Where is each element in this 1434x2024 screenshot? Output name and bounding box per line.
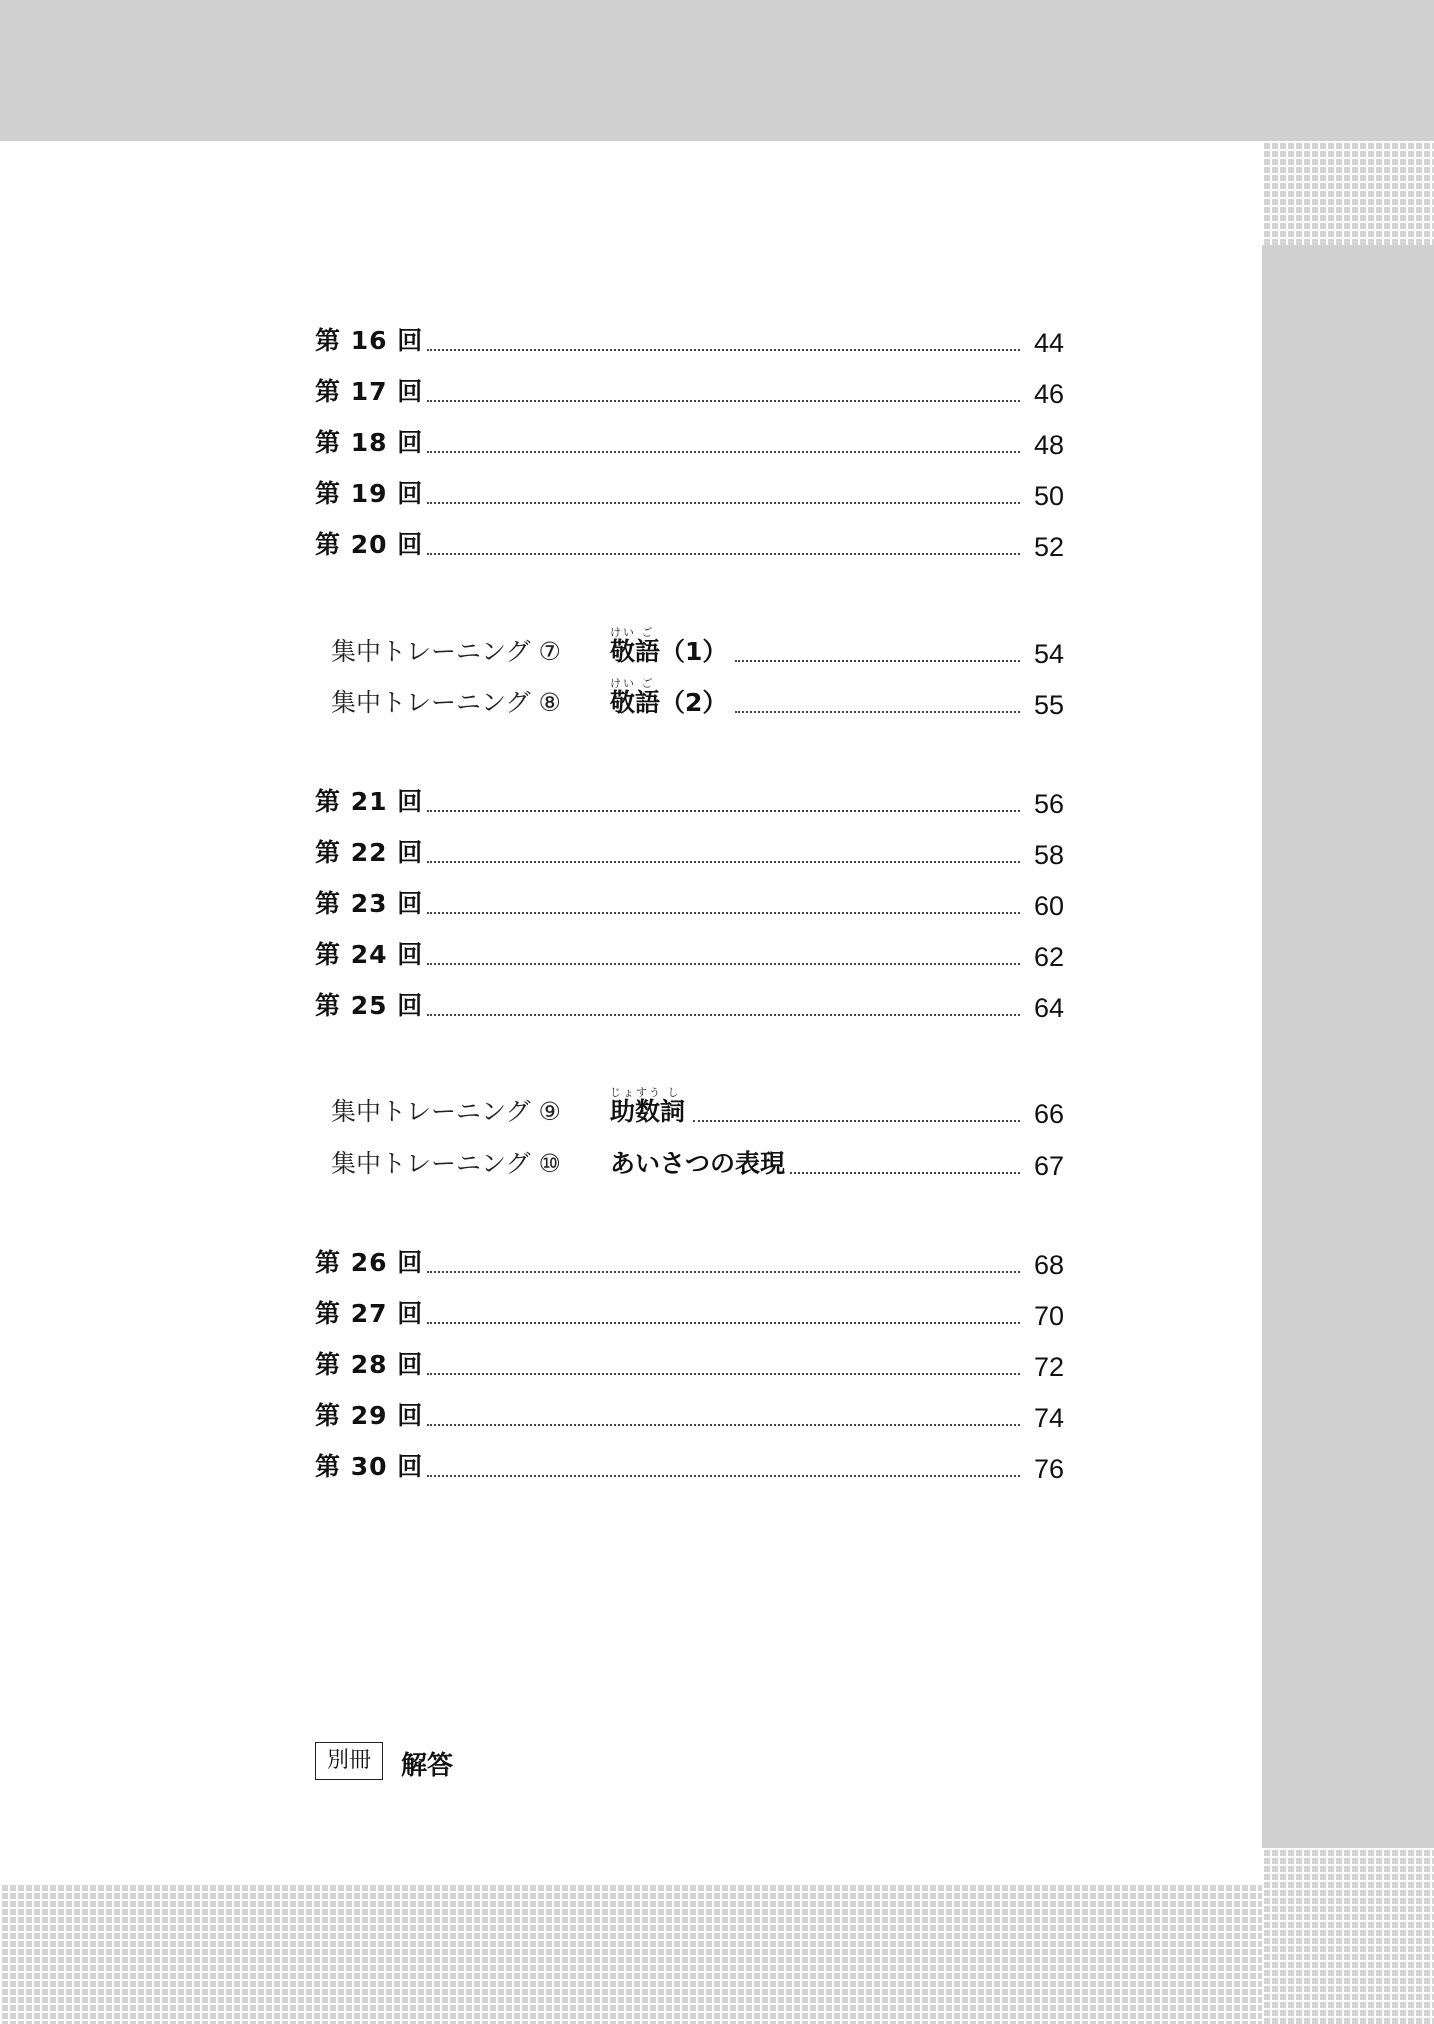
toc-entry-label: 第 26 回 [315,1248,424,1277]
toc-page-number: 48 [1033,430,1064,460]
toc-entry-label: 第 23 回 [315,889,424,918]
separate-volume-box: 別冊 [315,1742,383,1780]
decorative-grid-bottom [0,1883,1262,2024]
toc-entry-label: 第 20 回 [315,530,424,559]
toc-entry-29[interactable] [315,1396,1064,1436]
dotted-leader [427,1475,1020,1477]
toc-entry-label: 第 30 回 [315,1452,424,1481]
dotted-leader [427,912,1020,914]
decorative-grid-bottom-right [1262,1848,1434,2024]
dotted-leader [790,1172,1020,1174]
toc-entry-label: 第 29 回 [315,1401,424,1430]
training-label: 集中トレーニング ⑦ [331,637,561,666]
toc-entry-20[interactable] [315,525,1064,565]
dotted-leader [427,810,1020,812]
toc-training-8[interactable] [315,677,1064,723]
toc-entry-25[interactable] [315,986,1064,1026]
toc-page-number: 64 [1033,993,1064,1023]
toc-entry-label: 第 17 回 [315,377,424,406]
toc-page-number: 72 [1033,1352,1064,1382]
toc-entry-label: 第 24 回 [315,940,424,969]
toc-entry-27[interactable] [315,1294,1064,1334]
toc-entry-28[interactable] [315,1345,1064,1385]
training-topic: 助数詞 [610,1097,686,1126]
toc-entry-label: 第 18 回 [315,428,424,457]
toc-training-10[interactable] [315,1144,1064,1184]
toc-entry-label: 第 25 回 [315,991,424,1020]
dotted-leader [735,711,1020,713]
toc-entry-17[interactable] [315,372,1064,412]
toc-entry-16[interactable] [315,321,1064,361]
training-label: 集中トレーニング ⑩ [331,1149,561,1178]
dotted-leader [427,502,1020,504]
dotted-leader [427,1424,1020,1426]
toc-entry-label: 第 19 回 [315,479,424,508]
training-label: 集中トレーニング ⑨ [331,1097,561,1126]
toc-page-number: 74 [1033,1403,1064,1433]
dotted-leader [427,963,1020,965]
toc-entry-label: 第 28 回 [315,1350,424,1379]
toc-page-number: 66 [1033,1099,1064,1129]
toc-entry-18[interactable] [315,423,1064,463]
toc-page-number: 50 [1033,481,1064,511]
toc-entry-24[interactable] [315,935,1064,975]
dotted-leader [427,349,1020,351]
toc-entry-label: 第 16 回 [315,326,424,355]
toc-entry-21[interactable] [315,782,1064,822]
toc-training-9[interactable] [315,1086,1064,1132]
toc-page-number: 52 [1033,532,1064,562]
toc-entry-label: 第 27 回 [315,1299,424,1328]
page-sheet [0,141,1262,1883]
dotted-leader [427,1322,1020,1324]
toc-page-number: 60 [1033,891,1064,921]
toc-entry-label: 第 22 回 [315,838,424,867]
dotted-leader [427,1373,1020,1375]
dotted-leader [427,861,1020,863]
training-topic: 敬語（2） [610,688,728,717]
furigana: けい ご [610,677,655,690]
decorative-grid-top-right [1262,141,1434,245]
toc-entry-22[interactable] [315,833,1064,873]
toc-entry-label: 第 21 回 [315,787,424,816]
training-topic: 敬語（1） [610,637,728,666]
dotted-leader [427,400,1020,402]
toc-entry-19[interactable] [315,474,1064,514]
furigana: けい ご [610,626,655,639]
answers-title: 解答 [401,1751,454,1781]
toc-training-7[interactable] [315,626,1064,672]
toc-page-number: 58 [1033,840,1064,870]
dotted-leader [427,1271,1020,1273]
dotted-leader [735,660,1020,662]
toc-page-number: 76 [1033,1454,1064,1484]
dotted-leader [693,1120,1020,1122]
toc-page-number: 54 [1033,639,1064,669]
top-margin-band [0,0,1434,141]
toc-page-number: 62 [1033,942,1064,972]
toc-page-number: 46 [1033,379,1064,409]
dotted-leader [427,451,1020,453]
training-label: 集中トレーニング ⑧ [331,688,561,717]
toc-page-number: 68 [1033,1250,1064,1280]
toc-entry-23[interactable] [315,884,1064,924]
toc-entry-30[interactable] [315,1447,1064,1487]
toc-page-number: 67 [1033,1151,1064,1181]
toc-page-number: 55 [1033,690,1064,720]
furigana: じょすう し [610,1086,681,1099]
toc-entry-26[interactable] [315,1243,1064,1283]
toc-page-number: 56 [1033,789,1064,819]
dotted-leader [427,553,1020,555]
dotted-leader [427,1014,1020,1016]
training-topic: あいさつの表現 [610,1149,786,1178]
toc-page-number: 70 [1033,1301,1064,1331]
toc-page-number: 44 [1033,328,1064,358]
